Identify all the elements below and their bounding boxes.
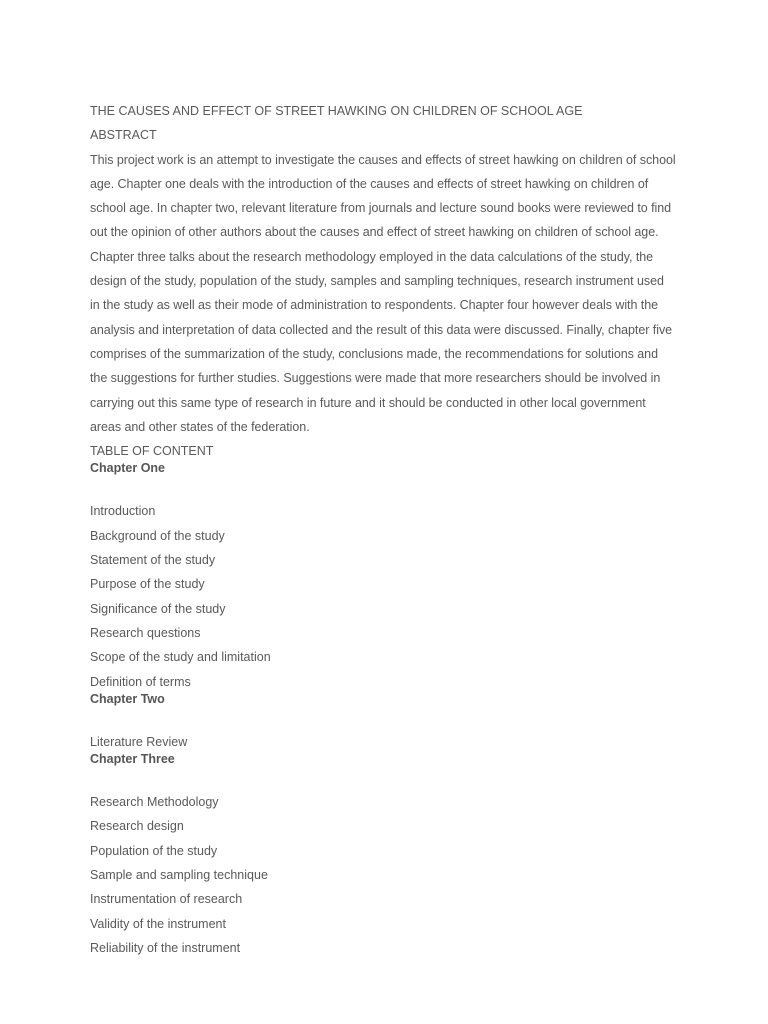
toc-heading: TABLE OF CONTENT	[90, 444, 214, 459]
toc-item: Introduction	[90, 504, 156, 519]
abstract-line: the suggestions for further studies. Suggestions were made that more researchers should be involved in	[90, 371, 661, 386]
toc-item: Research questions	[90, 625, 201, 640]
abstract-line: design of the study, population of the study, samples and sampling techniques, research instrument used	[90, 274, 664, 289]
toc-item: Instrumentation of research	[90, 892, 243, 907]
abstract-line: analysis and interpretation of data collected and the result of this data were discussed. Finally, chapter five	[90, 322, 673, 337]
abstract-heading: ABSTRACT	[90, 128, 157, 143]
toc-item: Reliability of the instrument	[90, 940, 241, 955]
chapter-one-section	[90, 463, 690, 693]
abstract-line: carrying out this same type of research in future and it should be conducted in other local government	[90, 395, 646, 410]
toc-list	[90, 790, 690, 960]
chapter-two-section	[90, 691, 690, 754]
toc-item: Sample and sampling technique	[90, 868, 268, 883]
document-title: THE CAUSES AND EFFECT OF STREET HAWKING ON CHILDREN OF SCHOOL AGE	[90, 104, 583, 118]
toc-item: Definition of terms	[90, 674, 191, 689]
toc-item: Research design	[90, 819, 184, 834]
abstract-line: age. Chapter one deals with the introduction of the causes and effects of street hawking on children of	[90, 176, 649, 191]
toc-item: Significance of the study	[90, 601, 226, 616]
chapter-heading: Chapter Three	[90, 752, 175, 767]
abstract-line: out the opinion of other authors about the causes and effect of street hawking on children of school age.	[90, 225, 659, 240]
abstract-line: Chapter three talks about the research methodology employed in the data calculations of the study, the	[90, 249, 654, 264]
abstract-line: in the study as well as their mode of administration to respondents. Chapter four however deals with the	[90, 298, 659, 313]
chapter-heading: Chapter One	[90, 461, 166, 476]
chapter-heading: Chapter Two	[90, 691, 165, 706]
toc-item: Statement of the study	[90, 553, 216, 568]
document-page	[90, 99, 690, 960]
toc-item: Scope of the study and limitation	[90, 650, 271, 665]
toc-list	[90, 499, 690, 693]
toc-item: Purpose of the study	[90, 577, 205, 592]
abstract-line: areas and other states of the federation.	[90, 419, 310, 434]
toc-item: Population of the study	[90, 843, 218, 858]
toc-list	[90, 730, 690, 754]
chapter-three-section	[90, 754, 690, 960]
toc-item: Background of the study	[90, 528, 225, 543]
abstract-line: comprises of the summarization of the study, conclusions made, the recommendations for solutions and	[90, 346, 658, 361]
toc-item: Literature Review	[90, 734, 188, 749]
abstract-line: This project work is an attempt to investigate the causes and effects of street hawking on children of school	[90, 152, 676, 167]
toc-item: Validity of the instrument	[90, 916, 226, 931]
abstract-line: school age. In chapter two, relevant literature from journals and lecture sound books were reviewed to find	[90, 201, 672, 216]
abstract-paragraph	[90, 148, 690, 440]
toc-item: Research Methodology	[90, 795, 219, 810]
